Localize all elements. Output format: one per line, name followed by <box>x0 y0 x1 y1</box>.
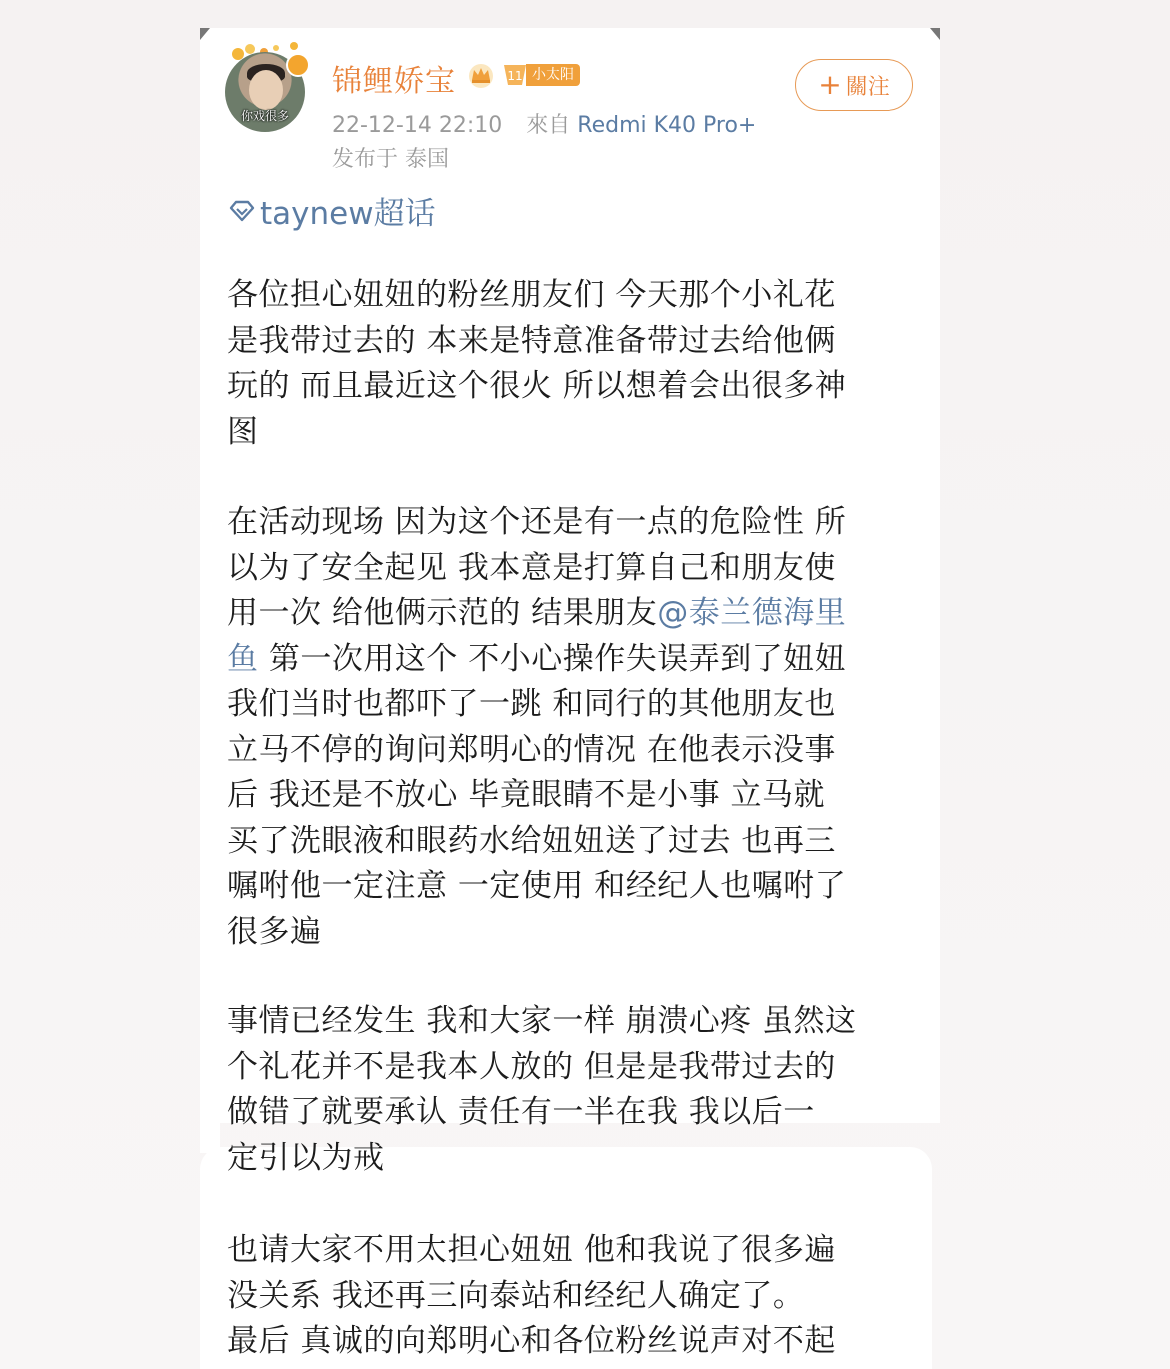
text-segment: 用一次 给他俩示范的 结果朋友 <box>227 595 658 631</box>
text-line: 事情已经发生 我和大家一样 崩溃心疼 虽然这 <box>227 1003 857 1039</box>
post-paragraph-1 <box>227 273 917 455</box>
post-location: 发布于 泰国 <box>332 147 449 172</box>
topic-label: taynew超话 <box>260 196 436 232</box>
text-line: 图 <box>227 413 259 450</box>
card-corner-left <box>200 28 210 40</box>
level-badge-label: 小太阳 <box>526 64 580 86</box>
text-line: 没关系 我还再三向泰站和经纪人确定了。 <box>227 1277 805 1314</box>
card-corner-right <box>930 28 940 40</box>
plus-icon: + <box>818 68 842 101</box>
crown-icon <box>466 60 496 90</box>
text-line: 玩的 而且最近这个很火 所以想着会出很多神 <box>227 368 847 404</box>
text-line: 个礼花并不是我本人放的 但是是我带过去的 <box>227 1048 836 1085</box>
diamond-topic-icon <box>228 200 256 222</box>
text-line: 也请大家不用太担心妞妞 他和我说了很多遍 <box>227 1232 836 1268</box>
text-line: 后 我还是不放心 毕竟眼睛不是小事 立马就 <box>227 777 826 813</box>
text-line: 是我带过去的 本来是特意准备带过去给他俩 <box>227 322 836 359</box>
follow-button[interactable] <box>795 59 913 111</box>
text-line: 最后 真诚的向郑明心和各位粉丝说声对不起 <box>227 1323 836 1359</box>
text-line: 定引以为戒 <box>227 1139 385 1176</box>
follow-button-label: 關注 <box>845 74 890 100</box>
svg-text:11: 11 <box>507 69 523 83</box>
text-line: 在活动现场 因为这个还是有一点的危险性 所 <box>227 504 847 540</box>
avatar-face <box>249 70 283 110</box>
text-line: 做错了就要承认 责任有一半在我 我以后一 <box>227 1094 815 1130</box>
text-line: 我们当时也都吓了一跳 和同行的其他朋友也 <box>227 686 836 722</box>
post-meta <box>332 108 756 139</box>
text-line: 以为了安全起见 我本意是打算自己和朋友使 <box>227 549 836 586</box>
post-paragraph-3 <box>227 999 917 1181</box>
topic-link[interactable] <box>228 188 436 233</box>
text-line-with-mention <box>227 637 917 683</box>
avatar-verified-icon <box>286 53 310 77</box>
author-name[interactable]: 锦鲤娇宝 <box>332 64 456 99</box>
source-device[interactable]: Redmi K40 Pro+ <box>577 113 757 138</box>
avatar-caption: 你戏很多 <box>240 109 289 123</box>
text-line: 立马不停的询问郑明心的情况 在他表示没事 <box>227 731 836 768</box>
text-line: 各位担心妞妞的粉丝朋友们 今天那个小礼花 <box>227 277 836 313</box>
mention-link[interactable]: @泰兰德海里 <box>657 595 847 631</box>
text-line: 买了洗眼液和眼药水给妞妞送了过去 也再三 <box>227 822 836 859</box>
text-segment: 第一次用这个 不小心操作失误弄到了妞妞 <box>268 640 847 677</box>
mention-link-continued[interactable]: 鱼 <box>227 640 259 677</box>
post-timestamp: 22-12-14 22:10 <box>332 113 503 138</box>
text-line: 嘱咐他一定注意 一定使用 和经纪人也嘱咐了 <box>227 868 847 904</box>
level-badge[interactable] <box>500 63 580 87</box>
post-paragraph-4 <box>227 1228 917 1365</box>
text-line: 很多遍 <box>227 913 322 950</box>
source-prefix: 來自 <box>526 113 571 138</box>
post-paragraph-2 <box>227 500 917 955</box>
text-line-with-mention <box>227 591 917 637</box>
